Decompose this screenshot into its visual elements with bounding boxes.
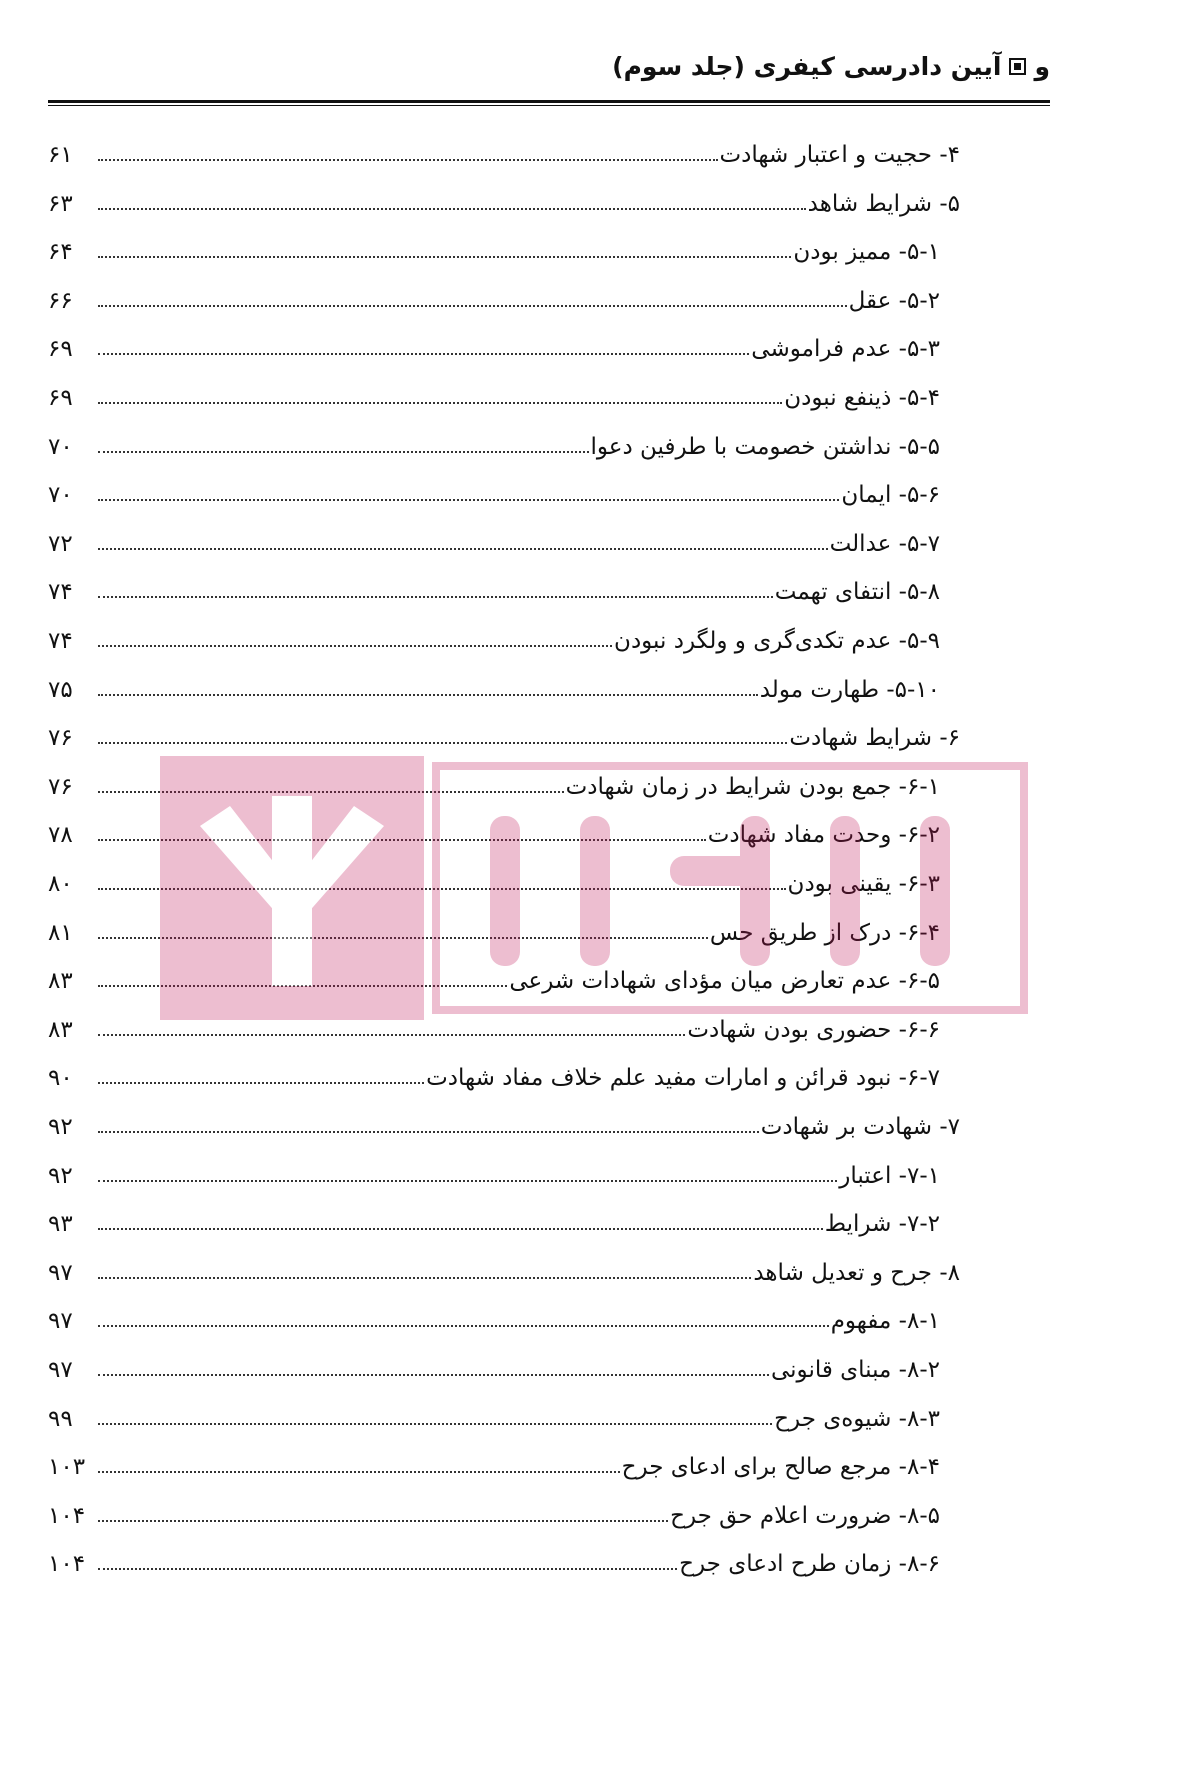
- toc-leader-dots: [98, 791, 564, 793]
- toc-entry-title: ۶-۴- درک از طریق حس: [709, 919, 940, 946]
- page-letter: و: [1034, 52, 1050, 81]
- toc-leader-dots: [98, 1034, 685, 1036]
- toc-entry-title: ۴- حجیت و اعتبار شهادت: [719, 142, 960, 168]
- toc-entry: [48, 324, 940, 364]
- toc-entry-title: ۶- شرایط شهادت: [789, 725, 960, 752]
- toc-entry: [48, 616, 940, 656]
- toc-entry: [48, 956, 940, 996]
- header-rule-thick: [48, 100, 1050, 103]
- toc-entry-page: ۷۵: [48, 676, 73, 703]
- toc-entry-page: ۷۸: [48, 822, 73, 849]
- toc-entry: [48, 276, 940, 316]
- toc-entry: [48, 1199, 940, 1239]
- toc-entry-title: ۵-۵- نداشتن خصومت با طرفین دعوا: [590, 433, 940, 460]
- toc-entry: [48, 1394, 940, 1434]
- toc-entry-page: ۶۶: [48, 287, 73, 314]
- toc-entry-page: ۶۱: [48, 142, 73, 168]
- toc-entry-page: ۸۳: [48, 1016, 73, 1043]
- toc-entry-title: ۸-۵- ضرورت اعلام حق جرح: [670, 1502, 940, 1529]
- toc-leader-dots: [98, 1325, 829, 1327]
- toc-entry-title: ۵-۴- ذینفع نبودن: [784, 385, 940, 411]
- toc-entry-page: ۶۳: [48, 190, 73, 217]
- toc-entry-title: ۸-۱- مفهوم: [830, 1308, 940, 1335]
- toc-leader-dots: [98, 694, 758, 696]
- toc-leader-dots: [98, 256, 791, 258]
- toc-entry: [48, 179, 960, 219]
- toc-leader-dots: [98, 159, 718, 161]
- toc-entry-page: ۶۹: [48, 385, 73, 411]
- toc-leader-dots: [98, 1180, 837, 1182]
- toc-entry-page: ۹۲: [48, 1162, 73, 1189]
- toc-entry-page: ۱۰۳: [48, 1454, 86, 1481]
- toc-entry-title: ۵-۲- عقل: [848, 287, 940, 314]
- toc-entry-title: ۵-۶- ایمان: [841, 482, 940, 509]
- toc-leader-dots: [98, 1131, 759, 1133]
- toc-entry-page: ۸۳: [48, 968, 73, 995]
- toc-leader-dots: [98, 742, 787, 744]
- toc-entry-page: ۷۶: [48, 773, 73, 800]
- header-line: [48, 52, 1050, 81]
- toc-entry-title: ۸- جرح و تعدیل شاهد: [753, 1259, 960, 1286]
- toc-leader-dots: [98, 208, 806, 210]
- toc-entry: [48, 1442, 940, 1482]
- toc-leader-dots: [98, 1277, 751, 1279]
- toc-entry: [48, 908, 940, 948]
- toc-leader-dots: [98, 499, 839, 501]
- toc-entry-title: ۵-۳- عدم فراموشی: [751, 336, 940, 363]
- toc-entry-title: ۶-۷- نبود قرائن و امارات مفید علم خلاف مفاد شهادت: [426, 1065, 940, 1092]
- toc-entry-page: ۷۰: [48, 482, 73, 509]
- toc-entry-page: ۷۰: [48, 433, 73, 460]
- toc-entry-page: ۹۳: [48, 1211, 73, 1238]
- toc-entry: [48, 227, 940, 267]
- toc-leader-dots: [98, 1082, 424, 1084]
- toc-entry-title: ۶-۵- عدم تعارض میان مؤدای شهادات شرعی: [509, 968, 940, 995]
- toc-entry-page: ۶۹: [48, 336, 73, 363]
- toc-entry: [48, 1248, 960, 1288]
- toc-entry: [48, 1053, 940, 1093]
- toc-entry-title: ۵-۸- انتفای تهمت: [774, 579, 940, 606]
- toc-leader-dots: [98, 1471, 620, 1473]
- toc-leader-dots: [98, 839, 706, 841]
- toc-leader-dots: [98, 1568, 677, 1570]
- toc-entry-title: ۶-۲- وحدت مفاد شهادت: [707, 822, 940, 849]
- page-header: [48, 52, 1050, 98]
- toc-entry: [48, 1102, 960, 1142]
- toc-leader-dots: [98, 305, 847, 307]
- toc-leader-dots: [98, 596, 773, 598]
- toc-entry: [48, 810, 940, 850]
- toc-entry-page: ۱۰۴: [48, 1502, 86, 1529]
- toc-entry: [48, 519, 940, 559]
- toc-leader-dots: [98, 645, 612, 647]
- toc-entry-page: ۶۴: [48, 239, 73, 266]
- toc-leader-dots: [98, 1374, 769, 1376]
- toc-entry-page: ۷۴: [48, 579, 73, 606]
- toc-entry-page: ۹۰: [48, 1065, 73, 1092]
- toc-entry: [48, 567, 940, 607]
- toc-leader-dots: [98, 937, 708, 939]
- toc-entry-title: ۷- شهادت بر شهادت: [760, 1114, 960, 1140]
- toc-entry: [48, 1539, 940, 1579]
- toc-entry-title: ۵-۱- ممیز بودن: [793, 239, 940, 266]
- book-title: آیین دادرسی کیفری (جلد سوم): [612, 52, 1002, 81]
- toc-entry-title: ۸-۴- مرجع صالح برای ادعای جرح: [621, 1454, 940, 1481]
- header-rule-thin: [48, 105, 1050, 106]
- toc-leader-dots: [98, 402, 782, 404]
- toc-entry: [48, 665, 940, 705]
- toc-entry-page: ۱۰۴: [48, 1551, 86, 1578]
- toc-entry-title: ۶-۶- حضوری بودن شهادت: [687, 1016, 940, 1043]
- toc-entry: [48, 422, 940, 462]
- toc-entry-title: ۶-۳- یقینی بودن: [787, 871, 940, 897]
- toc-entry-title: ۷-۱- اعتبار: [839, 1162, 940, 1189]
- toc-entry-title: ۸-۶- زمان طرح ادعای جرح: [679, 1551, 940, 1578]
- toc-entry: [48, 859, 940, 899]
- toc-entry-title: ۸-۳- شیوه‌ی جرح: [774, 1405, 940, 1432]
- toc-entry-page: ۷۴: [48, 628, 73, 654]
- toc-entry-page: ۹۷: [48, 1357, 73, 1383]
- toc-entry: [48, 1005, 940, 1045]
- toc-entry-title: ۵-۷- عدالت: [829, 530, 940, 557]
- toc-entry-page: ۷۶: [48, 725, 73, 752]
- toc-entry: [48, 1491, 940, 1531]
- toc-entry: [48, 373, 940, 413]
- toc-entry-page: ۸۱: [48, 919, 73, 946]
- toc-leader-dots: [98, 451, 589, 453]
- toc-entry-page: ۹۷: [48, 1259, 73, 1286]
- toc-entry-title: ۵- شرایط شاهد: [807, 190, 960, 217]
- toc-leader-dots: [98, 1520, 668, 1522]
- toc-entry-title: ۶-۱- جمع بودن شرایط در زمان شهادت: [565, 773, 940, 800]
- square-bullet-icon: [1009, 58, 1026, 75]
- toc-entry: [48, 1345, 940, 1385]
- toc-entry: [48, 1296, 940, 1336]
- toc-entry-title: ۵-۱۰- طهارت مولد: [759, 676, 940, 703]
- toc-entry: [48, 1151, 940, 1191]
- toc-entry-title: ۷-۲- شرایط: [824, 1211, 940, 1238]
- toc-entry-page: ۹۹: [48, 1405, 73, 1432]
- toc-entry: [48, 762, 940, 802]
- toc-leader-dots: [98, 888, 786, 890]
- toc-leader-dots: [98, 1228, 823, 1230]
- toc-entry-page: ۹۷: [48, 1308, 73, 1335]
- toc-leader-dots: [98, 1423, 772, 1425]
- toc-entry: [48, 470, 940, 510]
- toc-entry: [48, 713, 960, 753]
- toc-entry-page: ۹۲: [48, 1114, 73, 1140]
- toc-leader-dots: [98, 548, 828, 550]
- toc-leader-dots: [98, 985, 507, 987]
- toc-entry-title: ۵-۹- عدم تکدی‌گری و ولگرد نبودن: [614, 628, 940, 654]
- toc-entry: [48, 130, 960, 170]
- toc-entry-page: ۸۰: [48, 871, 73, 897]
- toc-entry-title: ۸-۲- مبنای قانونی: [770, 1357, 940, 1383]
- toc-entry-page: ۷۲: [48, 530, 73, 557]
- toc-leader-dots: [98, 353, 749, 355]
